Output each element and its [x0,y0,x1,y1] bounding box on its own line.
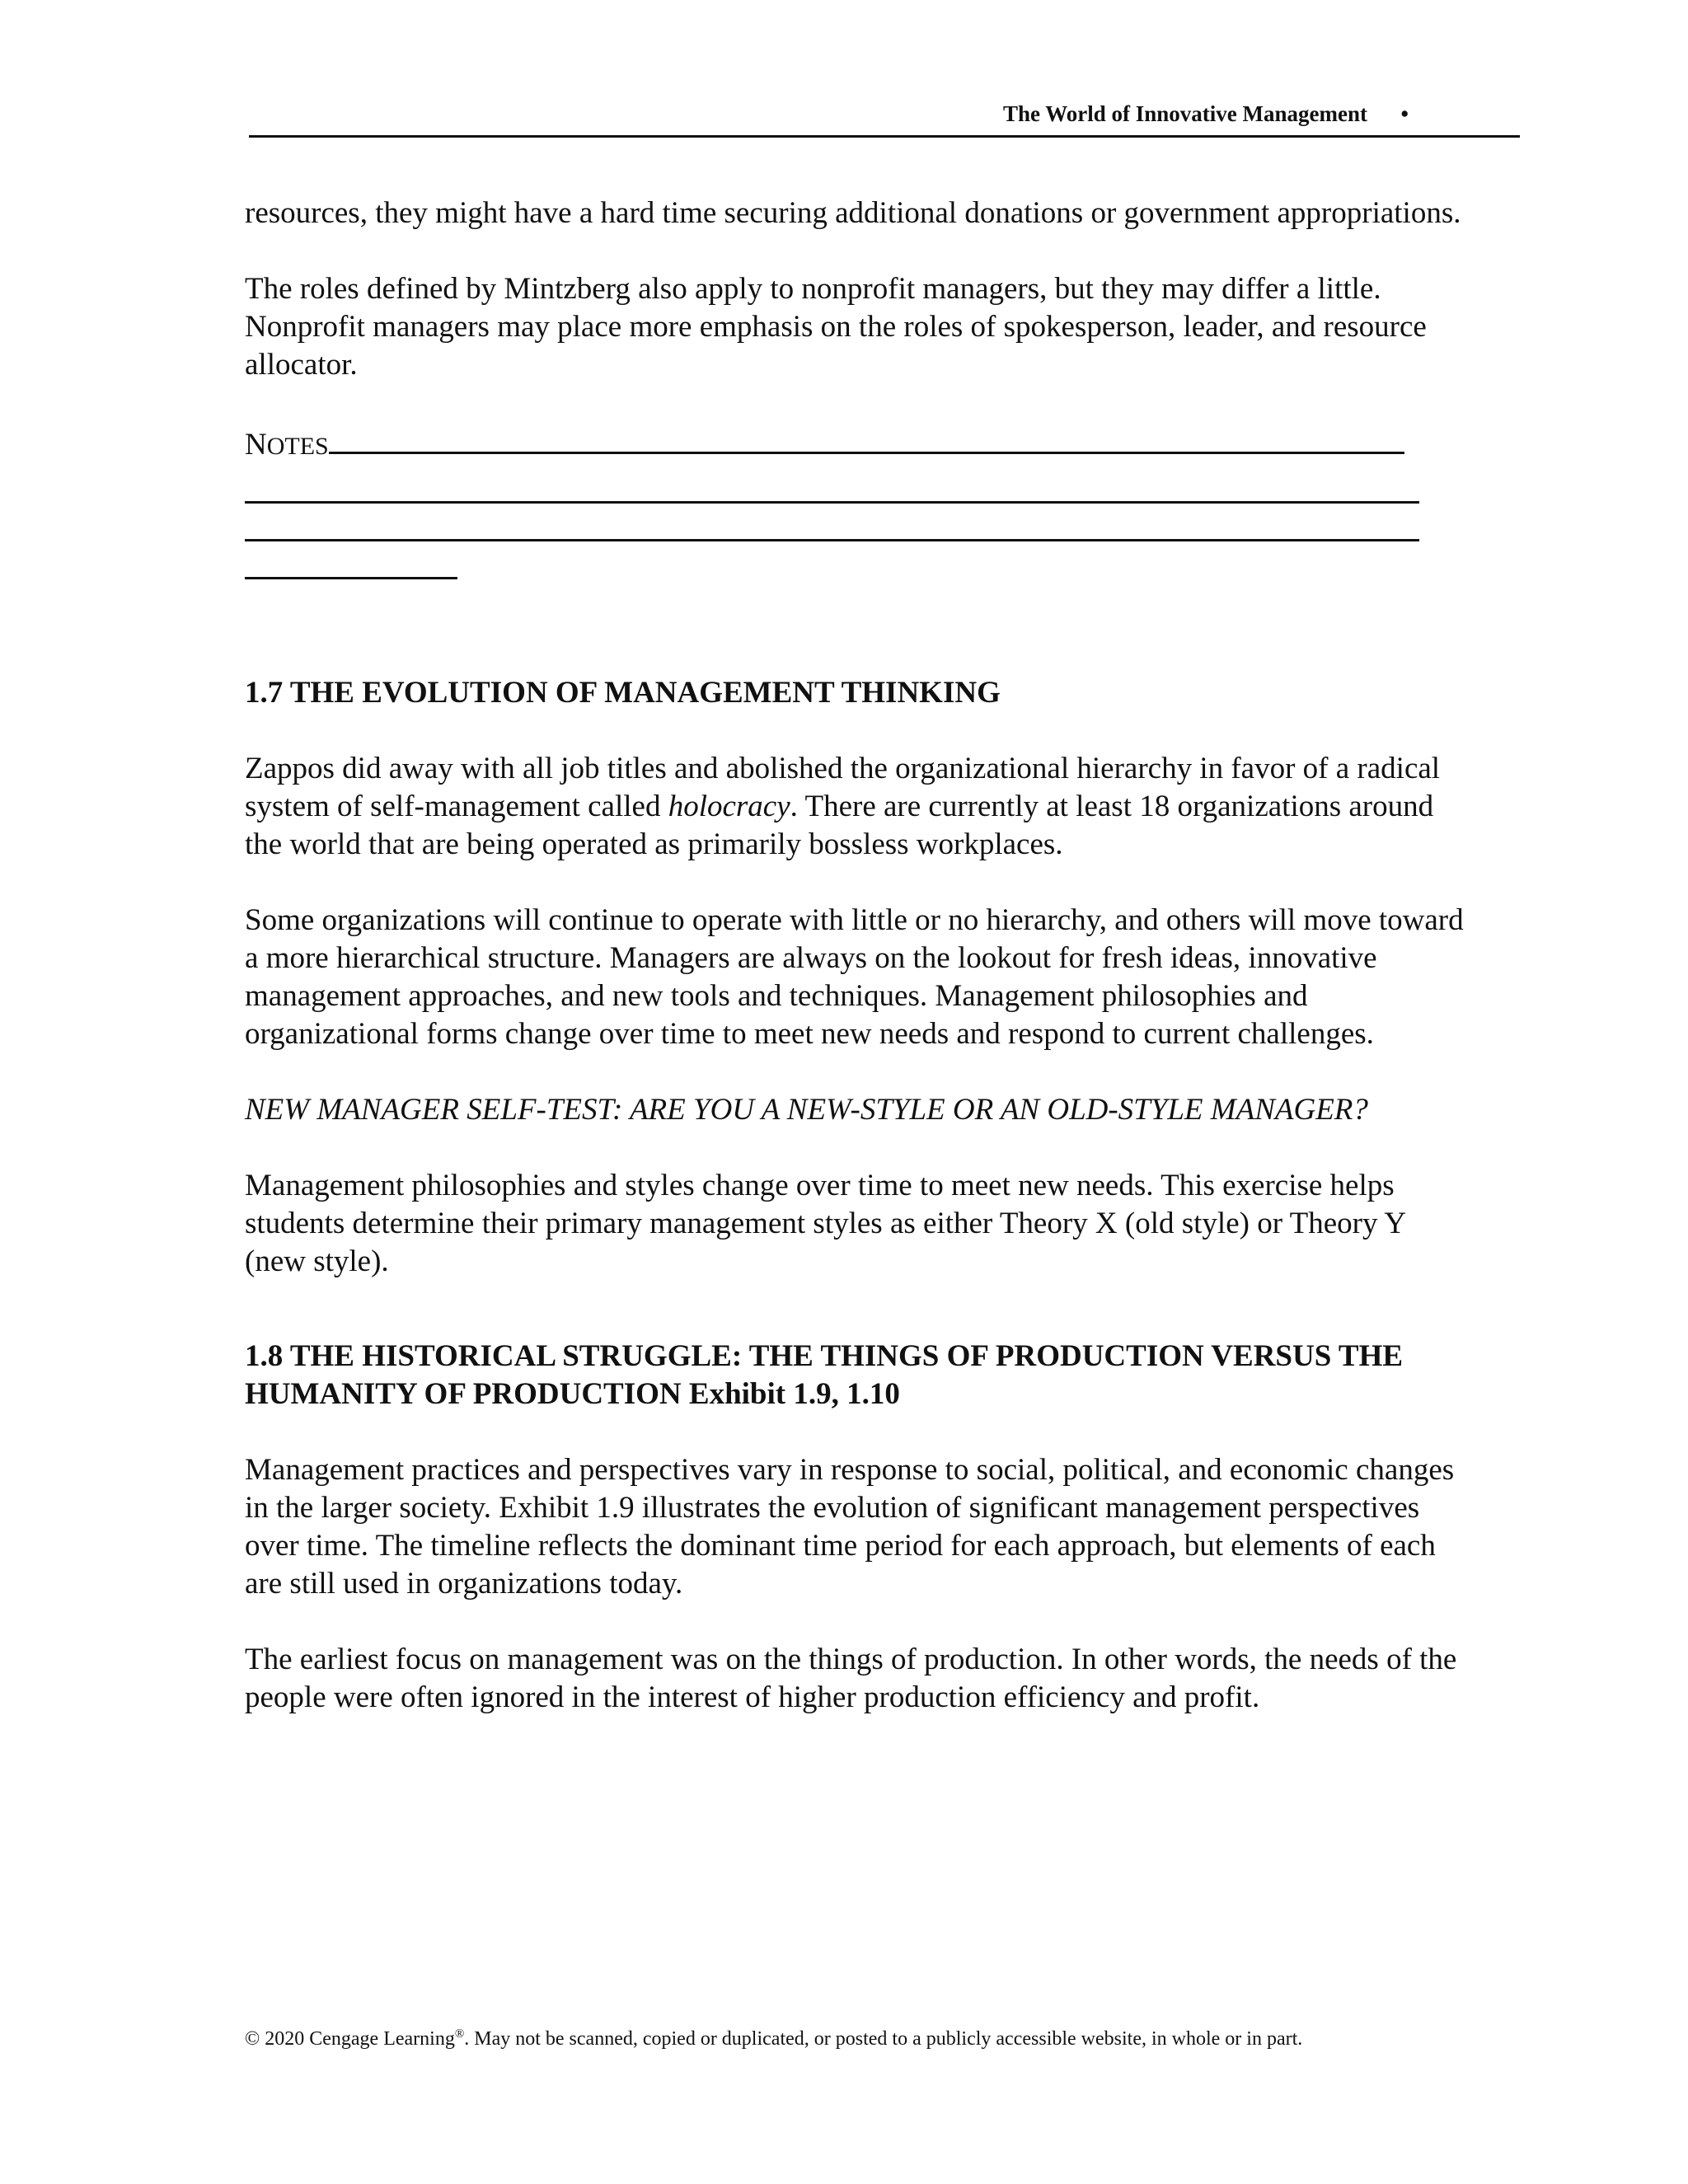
paragraph-management-practices: Management practices and perspectives vary in response to social, political, and economic changes in the larger society. Exhibit 1.9 illustrates the evolution of significant management perspectives over time. The timeline reflects the dominant time period for each approach, but elements of each are still used in organizations today. [245,1453,1455,1601]
bullet-icon: • [1400,101,1409,126]
notes-label-line [245,422,1473,466]
paragraph-earliest-focus: The earliest focus on management was on the things of production. In other words, the needs of the people were often ignored in the interest of higher production efficiency and profit. [245,1643,1457,1714]
copyright-text-a: © 2020 Cengage Learning [245,2028,455,2050]
copyright-footer [245,2027,1302,2050]
zappos-text-b: . There are currently at least 18 organizations around the world that are being operated as primarily bossless workplaces. [245,790,1434,861]
notes-label-initial: N [245,428,267,462]
paragraph-hierarchy: Some organizations will continue to operate with little or no hierarchy, and others will move toward a more hierarchical structure. Managers are always on the lookout for fresh ideas, innovative management approaches, and new tools and techniques. Management philosophies and organizational forms change over time to meet new needs and respond to current challenges. [245,903,1464,1051]
running-head-title: The World of Innovative Management [1002,101,1367,126]
section-heading-1-8: 1.8 THE HISTORICAL STRUGGLE: THE THINGS OF PRODUCTION VERSUS THE HUMANITY OF PRODUCTION Exhibit 1.9, 1.10 [245,1339,1404,1411]
notes-blank-line [245,466,1419,504]
notes-blank-line [245,541,457,579]
notes-section [245,422,1473,579]
paragraph-resources: resources, they might have a hard time securing additional donations or government appropriations. [245,196,1461,230]
paragraph-self-test-description: Management philosophies and styles change over time to meet new needs. This exercise helps students determine their primary management styles as either Theory X (old style) or Theory Y (new style). [245,1169,1405,1278]
zappos-text-a: Zappos did away with all job titles and abolished the organizational hierarchy in favor of a radical system of self-management called [245,752,1441,823]
registered-mark: ® [454,2027,465,2041]
notes-blank-line [245,504,1419,541]
holocracy-term: holocracy [668,790,790,823]
notes-blank-line [329,422,1404,454]
notes-label-rest: OTES [266,433,329,460]
paragraph-mintzberg-roles: The roles defined by Mintzberg also apply to nonprofit managers, but they may differ a little. Nonprofit managers may place more emphasis on the roles of spokesperson, leader, and resource allocator. [245,272,1427,382]
page-body [245,194,1473,1717]
section-heading-1-7: 1.7 THE EVOLUTION OF MANAGEMENT THINKING [245,676,1001,710]
self-test-title: NEW MANAGER SELF-TEST: ARE YOU A NEW-STYLE OR AN OLD-STYLE MANAGER? [245,1093,1368,1127]
copyright-text-b: . May not be scanned, copied or duplicated, or posted to a publicly accessible website, in whole or in part. [464,2028,1303,2050]
running-header [249,99,1520,138]
paragraph-zappos [245,750,1473,864]
